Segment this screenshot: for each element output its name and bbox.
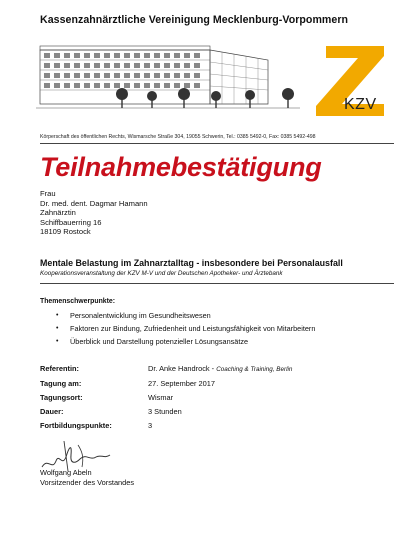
duration-value: 3 Stunden — [148, 407, 182, 416]
bullet-icon: • — [56, 338, 59, 345]
event-subtitle: Kooperationsveranstaltung der KZV M-V und der Deutschen Apotheker- und Ärztebank — [40, 270, 283, 277]
recipient-address — [40, 189, 148, 237]
topic-item — [56, 337, 315, 350]
date-value: 27. September 2017 — [148, 379, 215, 388]
topic-item — [56, 324, 315, 337]
building-illustration — [36, 42, 300, 114]
topics-heading: Themenschwerpunkte: — [40, 298, 116, 305]
recipient-salutation: Frau — [40, 189, 56, 198]
topic-item — [56, 311, 315, 324]
bullet-icon: • — [56, 312, 59, 319]
recipient-city: 18109 Rostock — [40, 227, 91, 237]
signer-name: Wolfgang Abeln — [40, 468, 92, 477]
bullet-icon: • — [56, 325, 59, 332]
recipient-profession: Zahnärztin — [40, 208, 76, 218]
topic-text: Personalentwicklung im Gesundheitswesen — [70, 311, 211, 320]
signer-role: Vorsitzender des Vorstandes — [40, 477, 135, 487]
divider-top — [40, 143, 394, 144]
logo-text: KZV — [344, 96, 377, 113]
divider-middle — [40, 283, 394, 284]
speaker-org: Coaching & Training, Berlin — [216, 366, 293, 373]
duration-label: Dauer: — [40, 407, 64, 416]
recipient-name: Dr. med. dent. Dagmar Hamann — [40, 198, 148, 208]
topic-text: Faktoren zur Bindung, Zufriedenheit und Leistungsfähigkeit von Mitarbeitern — [70, 324, 316, 333]
date-label: Tagung am: — [40, 379, 82, 388]
topics-list — [56, 311, 315, 350]
location-value: Wismar — [148, 393, 174, 402]
address-line: Körperschaft des öffentlichen Rechts, Wismarsche Straße 304, 19055 Schwerin, Tel.: 0385 5492-0, Fax: 0385 5492-498 — [40, 134, 316, 140]
topic-text: Überblick und Darstellung potenzieller Lösungsansätze — [70, 337, 249, 346]
organization-name: Kassenzahnärztliche Vereinigung Mecklenburg-Vorpommern — [40, 14, 349, 26]
recipient-street: Schiffbauerring 16 — [40, 217, 102, 227]
speaker-value — [148, 364, 292, 373]
location-label: Tagungsort: — [40, 393, 83, 402]
document-title: Teilnahmebestätigung — [40, 152, 322, 182]
speaker-label: Referentin: — [40, 364, 80, 373]
signer-block — [40, 468, 134, 487]
speaker-name: Dr. Anke Handrock - — [148, 364, 217, 373]
event-title: Mentale Belastung im Zahnarztalltag - insbesondere bei Personalausfall — [40, 258, 343, 268]
points-value: 3 — [148, 421, 153, 430]
points-label: Fortbildungspunkte: — [40, 421, 112, 430]
